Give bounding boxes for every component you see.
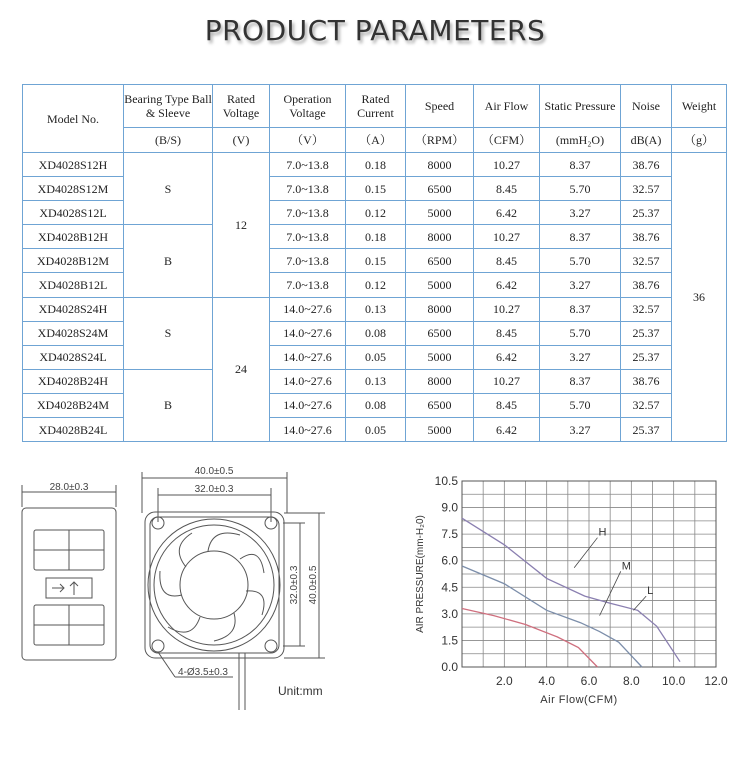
header-speed: Speed: [406, 85, 474, 128]
cell-speed: 6500: [406, 249, 474, 273]
frame-width-dimension: 40.0±0.5: [194, 466, 234, 477]
cell-noise: 25.37: [621, 201, 672, 225]
cell-rated-voltage: 24: [213, 297, 270, 442]
cell-model: XD4028S24H: [23, 297, 124, 321]
cell-airflow: 8.45: [474, 393, 540, 417]
header-weight: Weight: [672, 85, 727, 128]
cell-bearing: S: [124, 153, 213, 225]
x-tick-label: 4.0: [538, 674, 556, 688]
x-tick-label: 2.0: [495, 674, 513, 688]
cell-model: XD4028B24H: [23, 369, 124, 393]
cell-speed: 5000: [406, 273, 474, 297]
y-tick-label: 6.0: [441, 553, 458, 568]
cell-op-voltage: 14.0~27.6: [270, 369, 346, 393]
cell-airflow: 8.45: [474, 321, 540, 345]
cell-weight: 36: [672, 153, 727, 442]
header-rated-current: Rated Current: [346, 85, 406, 128]
cell-current: 0.13: [346, 297, 406, 321]
x-tick-label: 12.0: [704, 674, 728, 688]
cell-current: 0.18: [346, 153, 406, 177]
cell-pressure: 5.70: [540, 321, 621, 345]
cell-speed: 6500: [406, 321, 474, 345]
cell-model: XD4028S12M: [23, 177, 124, 201]
hole-spacing-h-dimension: 32.0±0.3: [194, 484, 234, 495]
cell-op-voltage: 7.0~13.8: [270, 177, 346, 201]
table-row: [23, 297, 727, 321]
cell-speed: 6500: [406, 177, 474, 201]
cell-noise: 38.76: [621, 225, 672, 249]
header-static-pressure: Static Pressure: [540, 85, 621, 128]
table-row: [23, 369, 727, 393]
cell-op-voltage: 7.0~13.8: [270, 225, 346, 249]
cell-pressure: 8.37: [540, 297, 621, 321]
cell-op-voltage: 7.0~13.8: [270, 153, 346, 177]
y-tick-label: 0.0: [441, 660, 458, 674]
cell-model: XD4028B24M: [23, 393, 124, 417]
table-unit-row: [23, 128, 727, 153]
cell-noise: 38.76: [621, 273, 672, 297]
cell-current: 0.08: [346, 393, 406, 417]
cell-pressure: 8.37: [540, 369, 621, 393]
header-operation-voltage: Operation Voltage: [270, 85, 346, 128]
cell-airflow: 8.45: [474, 249, 540, 273]
unit-weight: （g）: [672, 128, 727, 153]
cell-current: 0.05: [346, 345, 406, 369]
y-tick-label: 9.0: [441, 500, 458, 515]
cell-model: XD4028B24L: [23, 418, 124, 442]
side-width-dimension: 28.0±0.3: [49, 482, 89, 493]
page-title: PRODUCT PARAMETERS: [204, 14, 546, 47]
unit-static-pressure: (mmH₂O): [540, 128, 621, 153]
series-label-h: H: [598, 526, 607, 539]
series-label-m: M: [621, 560, 631, 573]
cell-airflow: 6.42: [474, 201, 540, 225]
x-axis-label: Air Flow(CFM): [540, 694, 618, 706]
cell-op-voltage: 7.0~13.8: [270, 249, 346, 273]
unit-label: Unit:mm: [278, 684, 323, 698]
header-model: Model No.: [23, 85, 124, 153]
cell-op-voltage: 14.0~27.6: [270, 345, 346, 369]
series-line-l: [462, 609, 597, 667]
cell-noise: 38.76: [621, 369, 672, 393]
cell-current: 0.15: [346, 249, 406, 273]
cell-current: 0.12: [346, 273, 406, 297]
table-header-row: [23, 85, 727, 128]
table-row: [23, 225, 727, 249]
side-view: [22, 485, 116, 660]
cell-current: 0.05: [346, 418, 406, 442]
cell-op-voltage: 14.0~27.6: [270, 297, 346, 321]
unit-rated-voltage: (V): [213, 128, 270, 153]
table-body: [23, 153, 727, 442]
unit-air-flow: （CFM）: [474, 128, 540, 153]
cell-noise: 38.76: [621, 153, 672, 177]
header-air-flow: Air Flow: [474, 85, 540, 128]
cell-pressure: 8.37: [540, 225, 621, 249]
cell-noise: 25.37: [621, 345, 672, 369]
cell-op-voltage: 14.0~27.6: [270, 418, 346, 442]
fan-drawing-and-chart: [0, 455, 750, 767]
cell-model: XD4028S24L: [23, 345, 124, 369]
cell-current: 0.13: [346, 369, 406, 393]
cell-pressure: 5.70: [540, 177, 621, 201]
series-label-l: L: [647, 585, 654, 598]
cell-model: XD4028S12L: [23, 201, 124, 225]
unit-bearing: (B/S): [124, 128, 213, 153]
cell-model: XD4028B12H: [23, 225, 124, 249]
cell-op-voltage: 14.0~27.6: [270, 393, 346, 417]
cell-speed: 8000: [406, 297, 474, 321]
cell-airflow: 6.42: [474, 273, 540, 297]
header-noise: Noise: [621, 85, 672, 128]
cell-speed: 8000: [406, 153, 474, 177]
cell-bearing: S: [124, 297, 213, 369]
header-rated-voltage: Rated Voltage: [213, 85, 270, 128]
cell-noise: 25.37: [621, 418, 672, 442]
cell-model: XD4028S24M: [23, 321, 124, 345]
cell-noise: 25.37: [621, 321, 672, 345]
cell-noise: 32.57: [621, 177, 672, 201]
cell-model: XD4028B12M: [23, 249, 124, 273]
cell-speed: 8000: [406, 369, 474, 393]
y-tick-label: 3.0: [441, 606, 458, 621]
x-tick-label: 8.0: [622, 674, 640, 688]
y-axis-label: AIR PRESSURE(mm-H₂0): [415, 515, 426, 633]
unit-operation-voltage: （V）: [270, 128, 346, 153]
mounting-hole-label: 4-Ø3.5±0.3: [178, 667, 228, 678]
cell-current: 0.08: [346, 321, 406, 345]
header-bearing: Bearing Type Ball & Sleeve: [124, 85, 213, 128]
pq-curve-chart: [415, 474, 728, 706]
unit-speed: （RPM）: [406, 128, 474, 153]
table-row: [23, 153, 727, 177]
cell-airflow: 10.27: [474, 153, 540, 177]
x-tick-label: 10.0: [661, 674, 686, 688]
cell-current: 0.15: [346, 177, 406, 201]
cell-airflow: 10.27: [474, 369, 540, 393]
hole-spacing-v-dimension: 32.0±0.3: [289, 565, 300, 605]
cell-speed: 5000: [406, 201, 474, 225]
cell-airflow: 6.42: [474, 418, 540, 442]
cell-speed: 5000: [406, 345, 474, 369]
unit-rated-current: （A）: [346, 128, 406, 153]
cell-current: 0.18: [346, 225, 406, 249]
series-leader-l: [633, 596, 646, 610]
cell-airflow: 10.27: [474, 225, 540, 249]
y-tick-label: 1.5: [441, 633, 458, 648]
cell-pressure: 5.70: [540, 393, 621, 417]
y-tick-label: 4.5: [441, 580, 458, 595]
cell-model: XD4028B12L: [23, 273, 124, 297]
cell-pressure: 3.27: [540, 201, 621, 225]
cell-rated-voltage: 12: [213, 153, 270, 298]
cell-airflow: 8.45: [474, 177, 540, 201]
unit-noise: dB(A): [621, 128, 672, 153]
cell-bearing: B: [124, 225, 213, 297]
x-tick-label: 6.0: [580, 674, 598, 688]
cell-current: 0.12: [346, 201, 406, 225]
cell-noise: 32.57: [621, 249, 672, 273]
cell-model: XD4028S12H: [23, 153, 124, 177]
cell-op-voltage: 7.0~13.8: [270, 201, 346, 225]
cell-speed: 8000: [406, 225, 474, 249]
frame-height-dimension: 40.0±0.5: [308, 565, 319, 605]
y-tick-label: 10.5: [434, 474, 458, 488]
cell-pressure: 3.27: [540, 345, 621, 369]
y-tick-label: 7.5: [441, 527, 458, 542]
cell-airflow: 10.27: [474, 297, 540, 321]
cell-noise: 32.57: [621, 393, 672, 417]
cell-speed: 5000: [406, 418, 474, 442]
cell-pressure: 3.27: [540, 418, 621, 442]
product-parameters-table: [22, 84, 727, 442]
cell-pressure: 5.70: [540, 249, 621, 273]
cell-bearing: B: [124, 369, 213, 441]
cell-airflow: 6.42: [474, 345, 540, 369]
cell-pressure: 8.37: [540, 153, 621, 177]
cell-pressure: 3.27: [540, 273, 621, 297]
cell-noise: 32.57: [621, 297, 672, 321]
cell-speed: 6500: [406, 393, 474, 417]
series-leader-h: [574, 538, 597, 568]
cell-op-voltage: 14.0~27.6: [270, 321, 346, 345]
cell-op-voltage: 7.0~13.8: [270, 273, 346, 297]
